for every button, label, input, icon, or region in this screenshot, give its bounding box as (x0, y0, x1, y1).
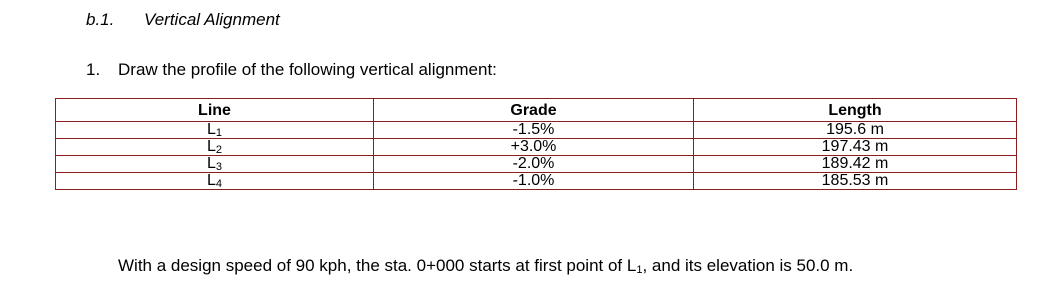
table-row (56, 173, 1017, 190)
alignment-table (55, 98, 1017, 190)
header-line: Line (56, 99, 374, 122)
line-cell: $L_2$ (56, 139, 374, 156)
grade-cell: -1.5% (374, 122, 694, 139)
table-row (56, 156, 1017, 173)
length-cell: 185.53 m (694, 173, 1017, 190)
length-cell: 189.42 m (694, 156, 1017, 173)
grade-cell: -1.0% (374, 173, 694, 190)
design-note: With a design speed of 90 kph, the sta. 0+000 starts at first point of $L_1$, and its elevation is 50.0 m. (118, 256, 854, 276)
header-grade: Grade (374, 99, 694, 122)
section-title: Vertical Alignment (144, 10, 280, 29)
section-heading (86, 10, 280, 30)
section-number: b.1. (86, 10, 115, 29)
length-cell: 197.43 m (694, 139, 1017, 156)
header-length: Length (694, 99, 1017, 122)
table-row (56, 122, 1017, 139)
grade-cell: -2.0% (374, 156, 694, 173)
table-header-row (56, 99, 1017, 122)
line-cell: $L_1$ (56, 122, 374, 139)
length-cell: 195.6 m (694, 122, 1017, 139)
problem-number: 1. (86, 60, 101, 79)
problem-text: Draw the profile of the following vertical alignment: (118, 60, 497, 79)
line-cell: $L_4$ (56, 173, 374, 190)
table-row (56, 139, 1017, 156)
line-cell: $L_3$ (56, 156, 374, 173)
grade-cell: +3.0% (374, 139, 694, 156)
problem-statement (86, 60, 497, 80)
